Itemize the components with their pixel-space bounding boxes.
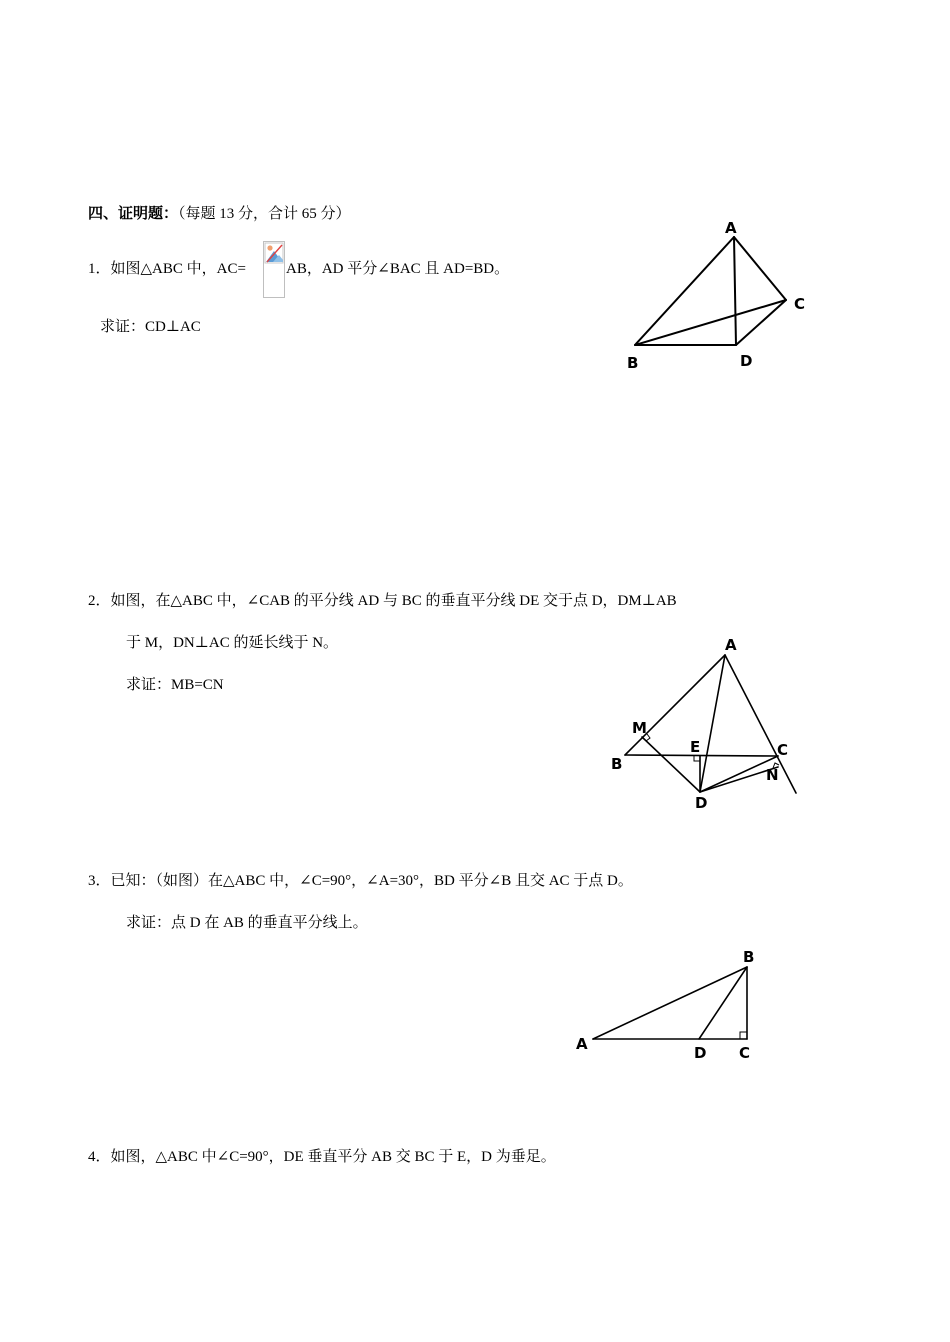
broken-image-icon <box>264 242 284 264</box>
problem-2-figure <box>600 630 810 820</box>
label-n: N <box>766 766 779 784</box>
problem-2-line-1: 如图，在△ABC 中，∠CAB 的平分线 AD 与 BC 的垂直平分线 DE 交于点 D，DM⊥AB <box>110 593 677 609</box>
problem-3-figure <box>570 940 770 1070</box>
problem-1-text-a: 如图△ABC 中，AC= <box>110 261 246 277</box>
problem-1-number: 1． <box>88 261 111 277</box>
segment-ac <box>734 237 786 300</box>
problem-2-number: 2． <box>88 593 111 609</box>
right-angle-mark-e <box>694 756 700 761</box>
section-title: 四、证明题： <box>88 206 179 222</box>
label-m: M <box>632 719 647 737</box>
inline-formula-image <box>263 241 285 298</box>
label-d: D <box>694 1044 707 1062</box>
problem-3-statement <box>88 872 633 890</box>
problem-1-text-b: AB，AD 平分∠BAC 且 AD=BD。 <box>286 261 510 277</box>
segment-ad <box>734 237 736 345</box>
segment-bc <box>625 755 778 756</box>
section-heading <box>88 205 351 223</box>
label-e: E <box>690 738 701 756</box>
label-c: C <box>777 741 789 759</box>
problem-2-prove: 求证：MB=CN <box>126 677 224 693</box>
problem-2-line-2: 于 M，DN⊥AC 的延长线于 N。 <box>126 635 339 651</box>
label-d: D <box>740 352 753 370</box>
label-a: A <box>725 636 737 654</box>
problem-4-statement <box>88 1148 556 1166</box>
label-d: D <box>695 794 708 812</box>
problem-4-number: 4． <box>88 1149 111 1165</box>
problem-1-figure <box>600 210 830 380</box>
segment-ab <box>635 237 734 345</box>
problem-1-statement <box>88 260 246 278</box>
label-c: C <box>794 295 806 313</box>
section-score-note: （每题 13 分，合计 65 分） <box>178 206 351 222</box>
label-c: C <box>739 1044 751 1062</box>
label-b: B <box>743 948 755 966</box>
label-a: A <box>725 219 737 237</box>
problem-3-line-1: 已知：（如图）在△ABC 中，∠C=90°，∠A=30°，BD 平分∠B 且交 AC 于点 D。 <box>110 873 633 889</box>
label-b: B <box>611 755 623 773</box>
label-b: B <box>627 354 639 372</box>
problem-4-line-1: 如图，△ABC 中∠C=90°，DE 垂直平分 AB 交 BC 于 E，D 为垂足。 <box>110 1149 556 1165</box>
problem-1-prove: 求证：CD⊥AC <box>100 319 201 335</box>
segment-bc <box>635 300 786 345</box>
problem-2-statement <box>88 592 677 610</box>
label-a: A <box>576 1035 588 1053</box>
right-angle-mark-c <box>740 1032 747 1039</box>
problem-3-prove: 求证：点 D 在 AB 的垂直平分线上。 <box>126 915 368 931</box>
problem-3-number: 3． <box>88 873 111 889</box>
